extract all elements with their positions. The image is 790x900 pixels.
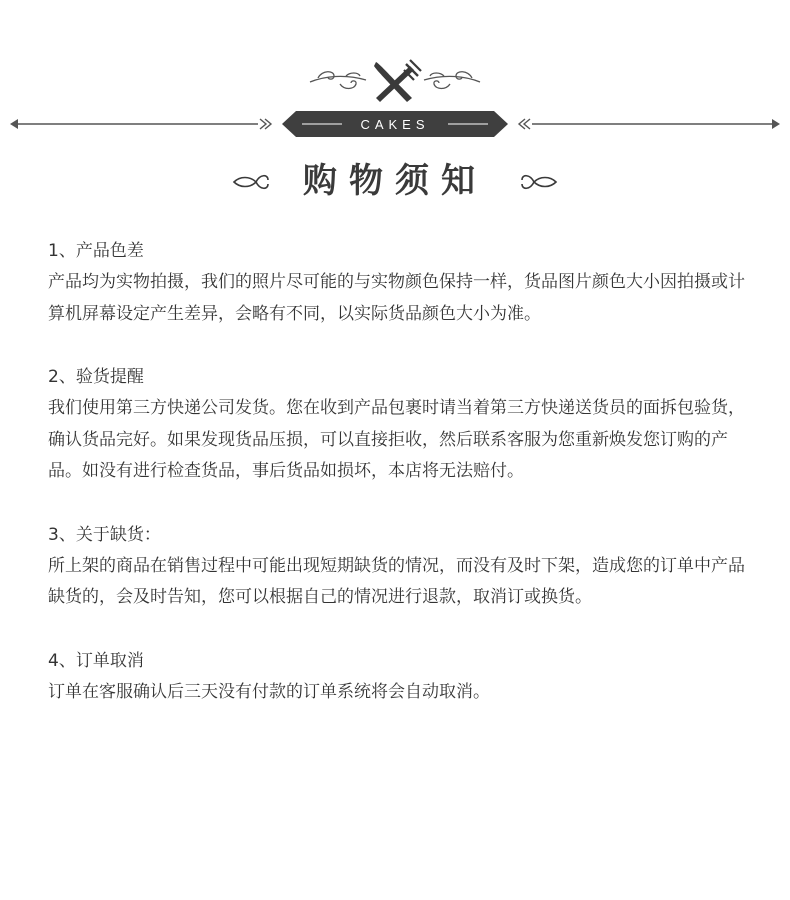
- fork-knife-icon: [374, 60, 421, 102]
- banner: [282, 111, 508, 137]
- section-heading: 2、验货提醒: [48, 367, 144, 387]
- section-body: 产品均为实物拍摄，我们的照片尽可能的与实物颜色保持一样，货品图片颜色大小因拍摄或计算机屏幕设定产生差异，会略有不同，以实际货品颜色大小为准。: [48, 272, 745, 324]
- header: [0, 0, 790, 220]
- section-heading: 4、订单取消: [48, 650, 144, 671]
- flourish-left-icon: [310, 72, 366, 89]
- banner-label: CAKES: [360, 117, 430, 132]
- section-out-of-stock: [48, 520, 748, 614]
- section-heading: 1、产品色差: [48, 241, 144, 261]
- section-body: 所上架的商品在销售过程中可能出现短期缺货的情况，而没有及时下架，造成您的订单中产品缺货的，会及时告知，您可以根据自己的情况进行退款，取消订或换货。: [48, 555, 745, 607]
- section-body: 我们使用第三方快递公司发货。您在收到产品包裹时请当着第三方快递送货员的面拆包验货，确认货品完好。如果发现货品压损，可以直接拒收，然后联系客服为您重新焕发您订购的产品。如没有进行检查货品，事后货品如损坏，本店将无法赔付。: [48, 398, 745, 481]
- section-order-cancel: [48, 646, 748, 709]
- section-heading: 3、关于缺货：: [48, 524, 161, 545]
- page-title: 购物须知: [303, 161, 487, 201]
- section-color-difference: [48, 236, 748, 330]
- flourish-right-icon: [424, 72, 480, 89]
- section-inspection: [48, 362, 748, 488]
- notice-content: [48, 236, 748, 740]
- section-body: 订单在客服确认后三天没有付款的订单系统将会自动取消。: [48, 681, 490, 702]
